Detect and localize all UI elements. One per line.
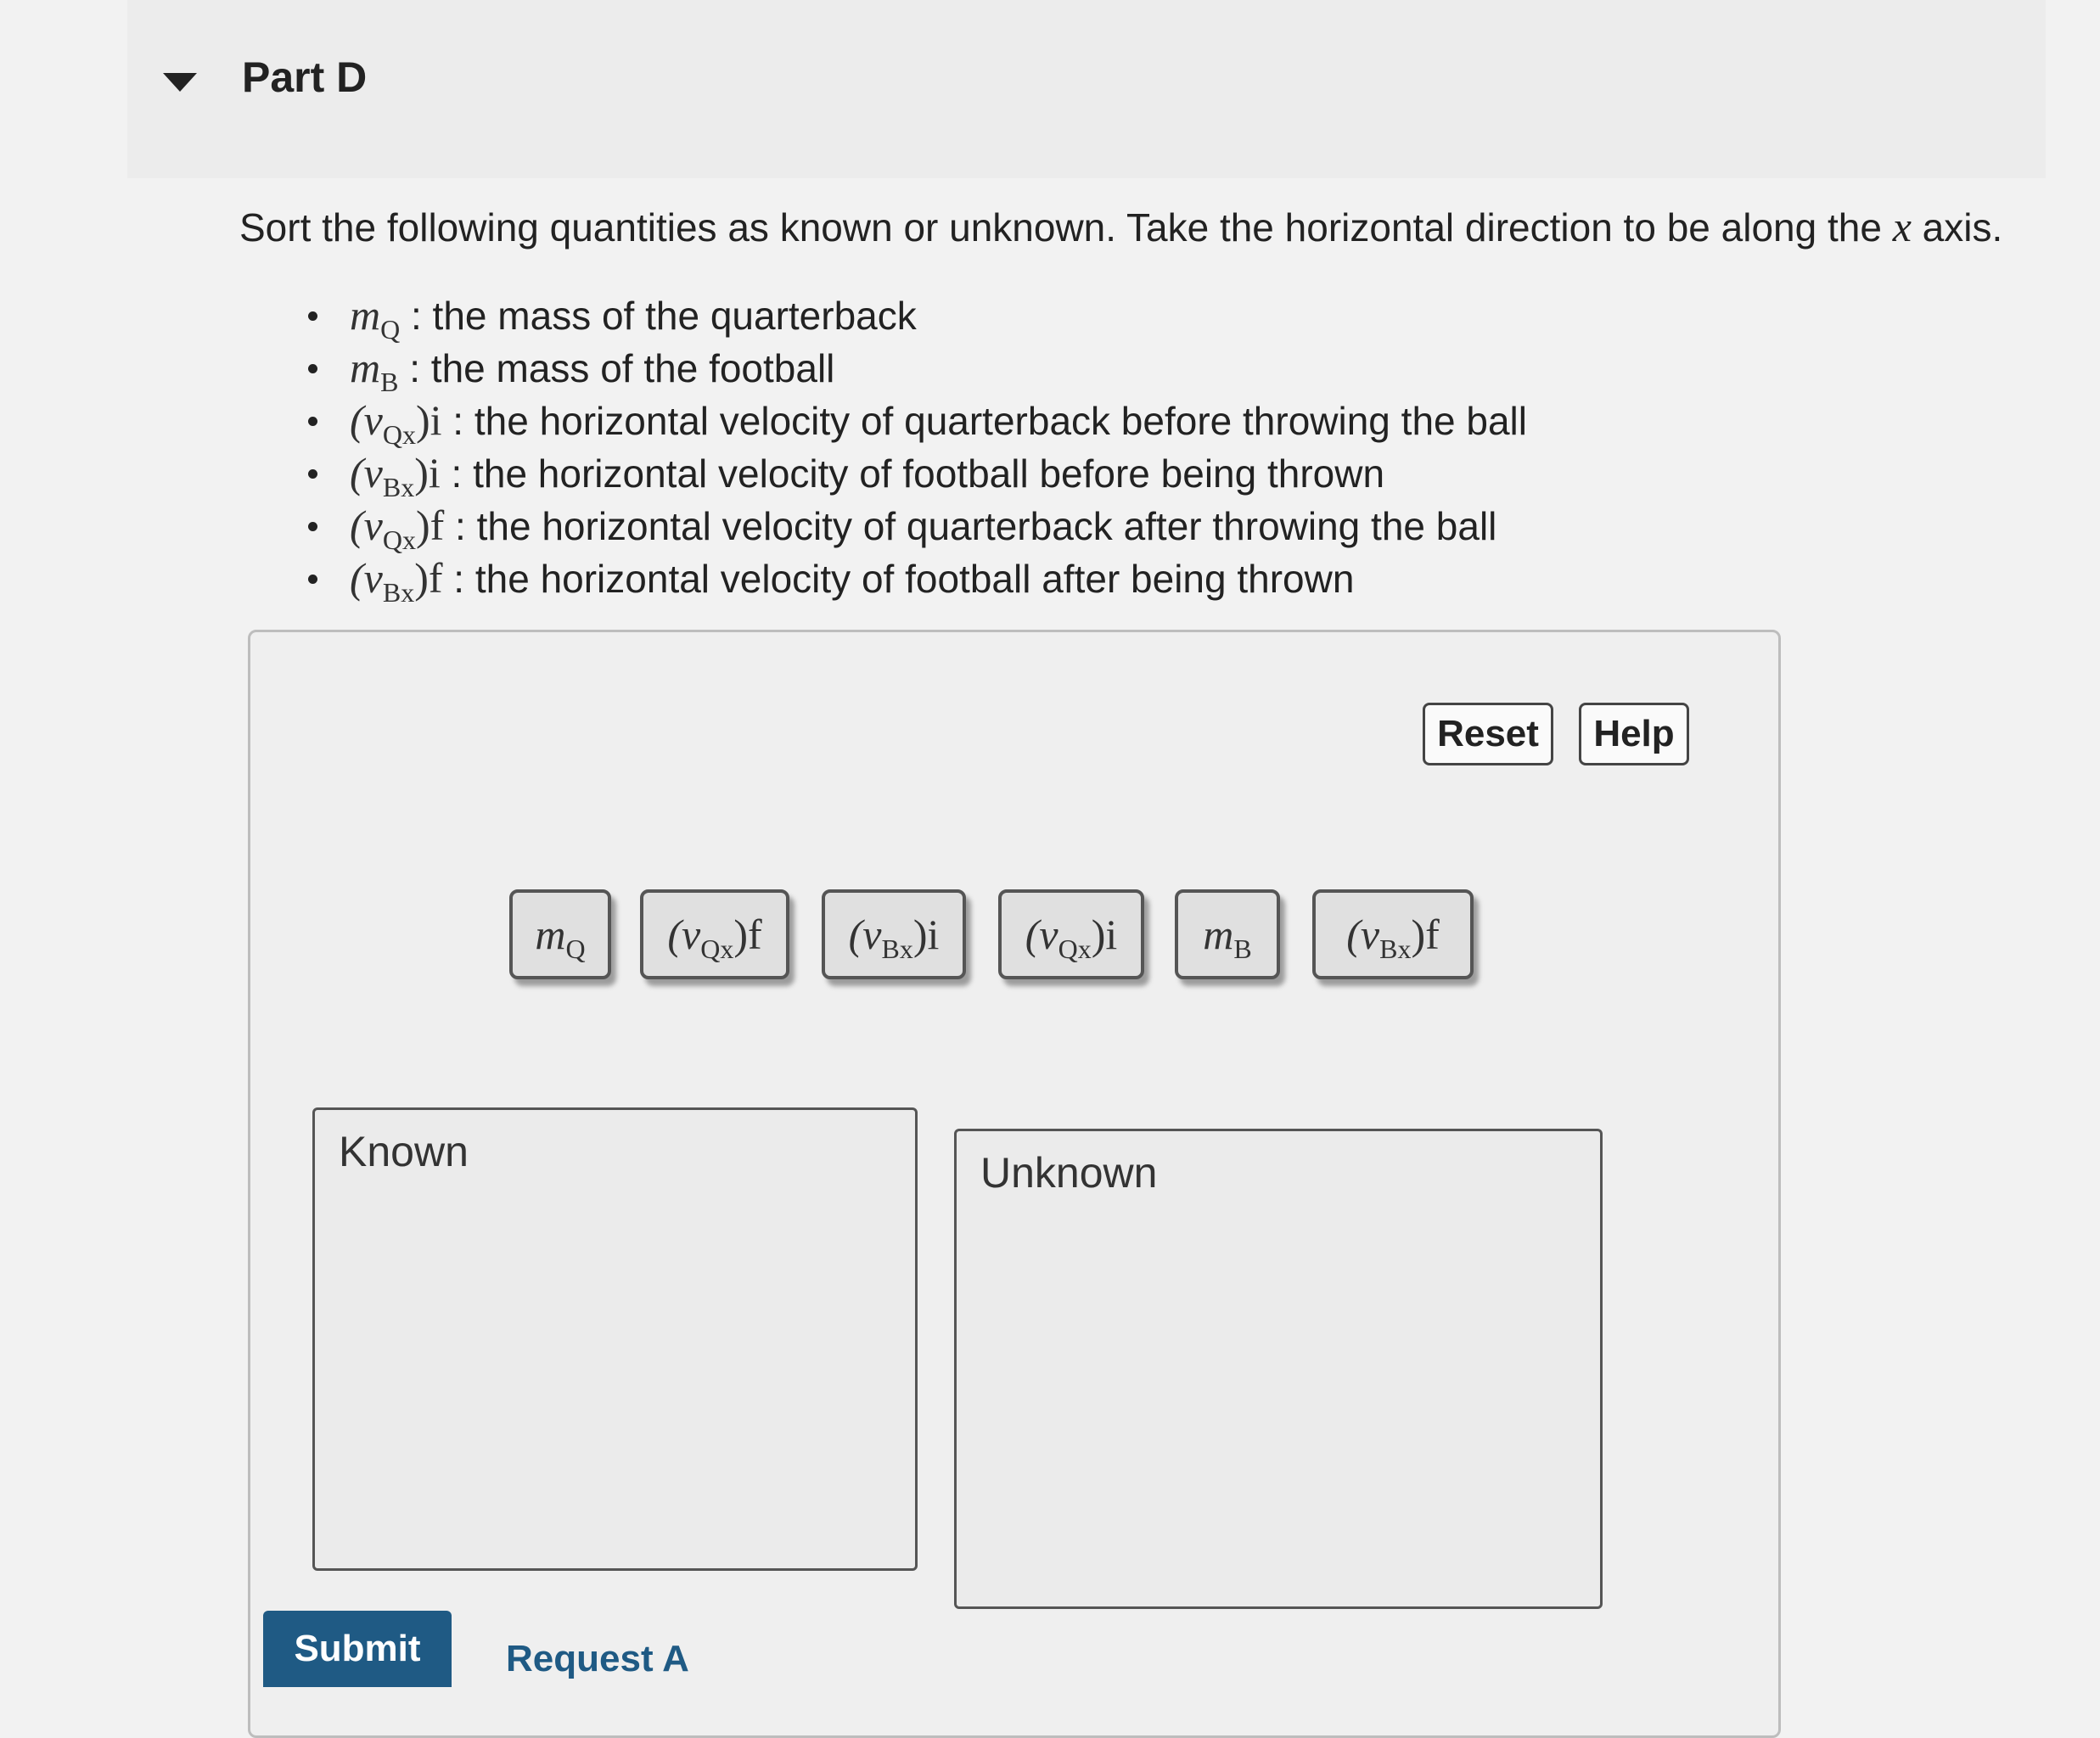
reset-button[interactable]: Reset xyxy=(1423,703,1553,765)
unknown-dropzone[interactable] xyxy=(954,1129,1603,1609)
part-header xyxy=(127,0,2046,178)
list-item: $(v_{Qx})i$ : the horizontal velocity of quarterback before throwing the ball xyxy=(301,394,1527,446)
draggable-chip-mB[interactable]: $m_B$ xyxy=(1175,889,1280,979)
list-item: $m_Q$ : the mass of the quarterback xyxy=(301,289,1527,341)
unknown-label: Unknown xyxy=(980,1149,1158,1197)
draggable-chip-vQx-f[interactable]: $(v_{Qx})f$ xyxy=(640,889,789,979)
draggable-chip-mQ[interactable]: $m_Q$ xyxy=(509,889,611,979)
help-button[interactable]: Help xyxy=(1579,703,1689,765)
draggable-chip-vBx-i[interactable]: $(v_{Bx})i$ xyxy=(822,889,966,979)
known-dropzone[interactable] xyxy=(312,1107,918,1571)
draggable-chip-vBx-f[interactable]: $(v_{Bx})f$ xyxy=(1312,889,1474,979)
list-item: $m_B$ : the mass of the football xyxy=(301,341,1527,394)
list-item: $(v_{Bx})f$ : the horizontal velocity of football after being thrown xyxy=(301,552,1527,604)
x-variable: x xyxy=(1892,203,1912,250)
request-answer-link[interactable]: Request A xyxy=(506,1638,689,1679)
quantity-definition-list xyxy=(301,289,1527,608)
submit-button[interactable]: Submit xyxy=(263,1611,452,1687)
instructions-text: Sort the following quantities as known or unknown. Take the horizontal direction to be along the x axis. xyxy=(239,203,2003,250)
collapse-triangle-icon[interactable] xyxy=(163,73,197,92)
draggable-chip-vQx-i[interactable]: $(v_{Qx})i$ xyxy=(998,889,1144,979)
list-item: $(v_{Qx})f$ : the horizontal velocity of quarterback after throwing the ball xyxy=(301,499,1527,552)
list-item: $(v_{Bx})i$ : the horizontal velocity of football before being thrown xyxy=(301,446,1527,499)
known-label: Known xyxy=(339,1128,469,1175)
part-title: Part D xyxy=(242,53,368,101)
